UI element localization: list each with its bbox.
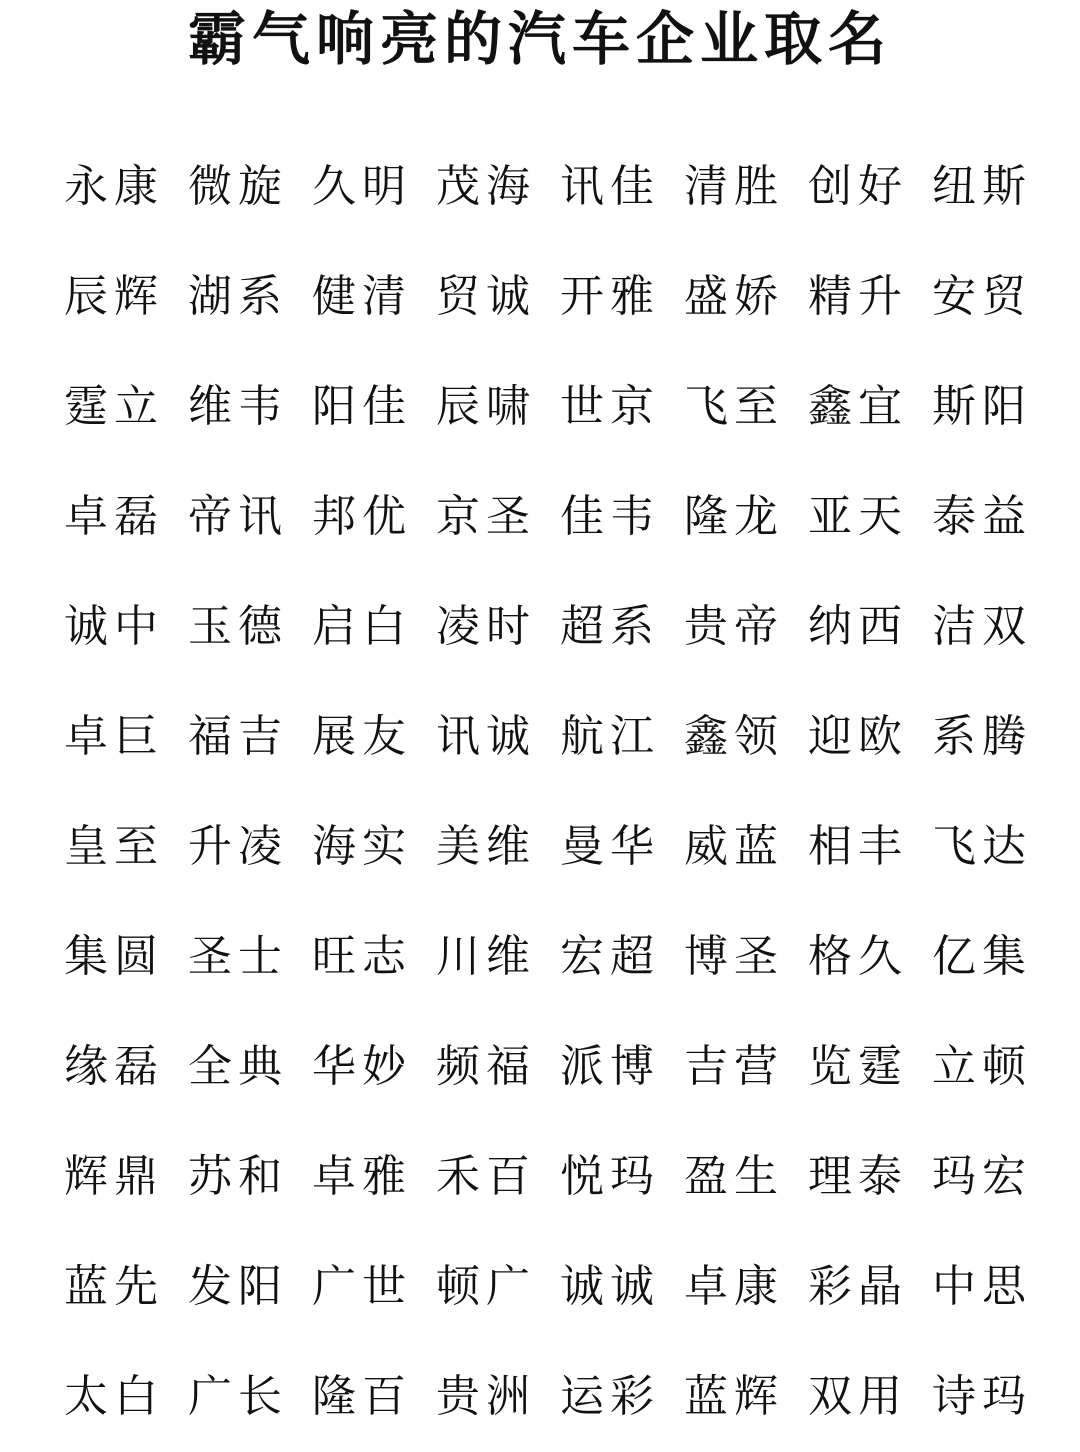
company-name-cell: 鑫宜 [808,381,908,432]
company-name-cell: 中思 [932,1261,1032,1312]
company-name-cell: 双用 [808,1371,908,1422]
company-name-cell: 圣士 [188,931,288,982]
company-name-cell: 全典 [188,1041,288,1092]
company-name-cell: 精升 [808,271,908,322]
company-name-cell: 维韦 [188,381,288,432]
company-name-cell: 亿集 [932,931,1032,982]
company-name-cell: 纳西 [808,601,908,652]
company-name-cell: 凌时 [436,601,536,652]
company-name-cell: 纽斯 [932,161,1032,212]
company-name-cell: 海实 [312,821,412,872]
company-name-cell: 贵洲 [436,1371,536,1422]
company-name-cell: 系腾 [932,711,1032,762]
company-name-cell: 蓝先 [64,1261,164,1312]
company-name-cell: 诚中 [64,601,164,652]
company-name-cell: 升凌 [188,821,288,872]
company-name-cell: 卓雅 [312,1151,412,1202]
company-name-cell: 卓磊 [64,491,164,542]
company-name-cell: 彩晶 [808,1261,908,1312]
company-name-cell: 诚诚 [560,1261,660,1312]
company-name-cell: 卓巨 [64,711,164,762]
company-name-cell: 鑫领 [684,711,784,762]
company-name-cell: 太白 [64,1371,164,1422]
company-name-cell: 霆立 [64,381,164,432]
company-name-cell: 辰辉 [64,271,164,322]
company-name-cell: 吉营 [684,1041,784,1092]
company-name-cell: 航江 [560,711,660,762]
company-name-cell: 宏超 [560,931,660,982]
company-name-cell: 辉鼎 [64,1151,164,1202]
company-name-cell: 隆龙 [684,491,784,542]
company-name-cell: 旺志 [312,931,412,982]
company-name-cell: 贵帝 [684,601,784,652]
company-name-cell: 泰益 [932,491,1032,542]
company-name-cell: 发阳 [188,1261,288,1312]
company-name-cell: 隆百 [312,1371,412,1422]
company-name-cell: 盈生 [684,1151,784,1202]
page-title: 霸气响亮的汽车企业取名 [187,5,892,73]
company-name-cell: 京圣 [436,491,536,542]
company-name-cell: 理泰 [808,1151,908,1202]
company-name-cell: 玛宏 [932,1151,1032,1202]
company-name-cell: 佳韦 [560,491,660,542]
company-name-cell: 缘磊 [64,1041,164,1092]
company-name-cell: 美维 [436,821,536,872]
company-name-cell: 顿广 [436,1261,536,1312]
company-name-cell: 斯阳 [932,381,1032,432]
company-name-cell: 立顿 [932,1041,1032,1092]
company-name-cell: 相丰 [808,821,908,872]
company-name-cell: 博圣 [684,931,784,982]
company-name-cell: 苏和 [188,1151,288,1202]
company-name-cell: 展友 [312,711,412,762]
company-name-cell: 亚天 [808,491,908,542]
company-name-cell: 清胜 [684,161,784,212]
company-name-cell: 贸诚 [436,271,536,322]
company-name-cell: 启白 [312,601,412,652]
company-name-cell: 广世 [312,1261,412,1312]
company-name-cell: 辰啸 [436,381,536,432]
company-name-cell: 诗玛 [932,1371,1032,1422]
company-name-cell: 格久 [808,931,908,982]
company-name-cell: 威蓝 [684,821,784,872]
company-name-cell: 阳佳 [312,381,412,432]
company-name-cell: 盛娇 [684,271,784,322]
company-name-cell: 邦优 [312,491,412,542]
company-name-cell: 曼华 [560,821,660,872]
company-name-cell: 安贸 [932,271,1032,322]
company-name-cell: 运彩 [560,1371,660,1422]
company-name-cell: 健清 [312,271,412,322]
company-name-cell: 讯佳 [560,161,660,212]
company-name-cell: 华妙 [312,1041,412,1092]
company-name-cell: 世京 [560,381,660,432]
company-name-cell: 皇至 [64,821,164,872]
company-name-cell: 创好 [808,161,908,212]
company-name-cell: 广长 [188,1371,288,1422]
company-name-cell: 禾百 [436,1151,536,1202]
company-name-cell: 悦玛 [560,1151,660,1202]
company-name-cell: 飞至 [684,381,784,432]
company-name-cell: 玉德 [188,601,288,652]
company-name-cell: 卓康 [684,1261,784,1312]
company-name-cell: 永康 [64,161,164,212]
company-name-cell: 超系 [560,601,660,652]
company-name-cell: 迎欧 [808,711,908,762]
company-name-cell: 福吉 [188,711,288,762]
company-name-cell: 飞达 [932,821,1032,872]
company-name-cell: 派博 [560,1041,660,1092]
company-name-cell: 久明 [312,161,412,212]
company-name-cell: 集圆 [64,931,164,982]
name-grid [64,132,1034,1452]
company-name-cell: 览霆 [808,1041,908,1092]
company-name-cell: 川维 [436,931,536,982]
company-name-cell: 开雅 [560,271,660,322]
company-name-cell: 讯诚 [436,711,536,762]
company-name-cell: 茂海 [436,161,536,212]
company-name-cell: 洁双 [932,601,1032,652]
company-name-cell: 蓝辉 [684,1371,784,1422]
company-name-cell: 微旋 [188,161,288,212]
company-name-cell: 帝讯 [188,491,288,542]
company-name-cell: 湖系 [188,271,288,322]
company-name-cell: 频福 [436,1041,536,1092]
